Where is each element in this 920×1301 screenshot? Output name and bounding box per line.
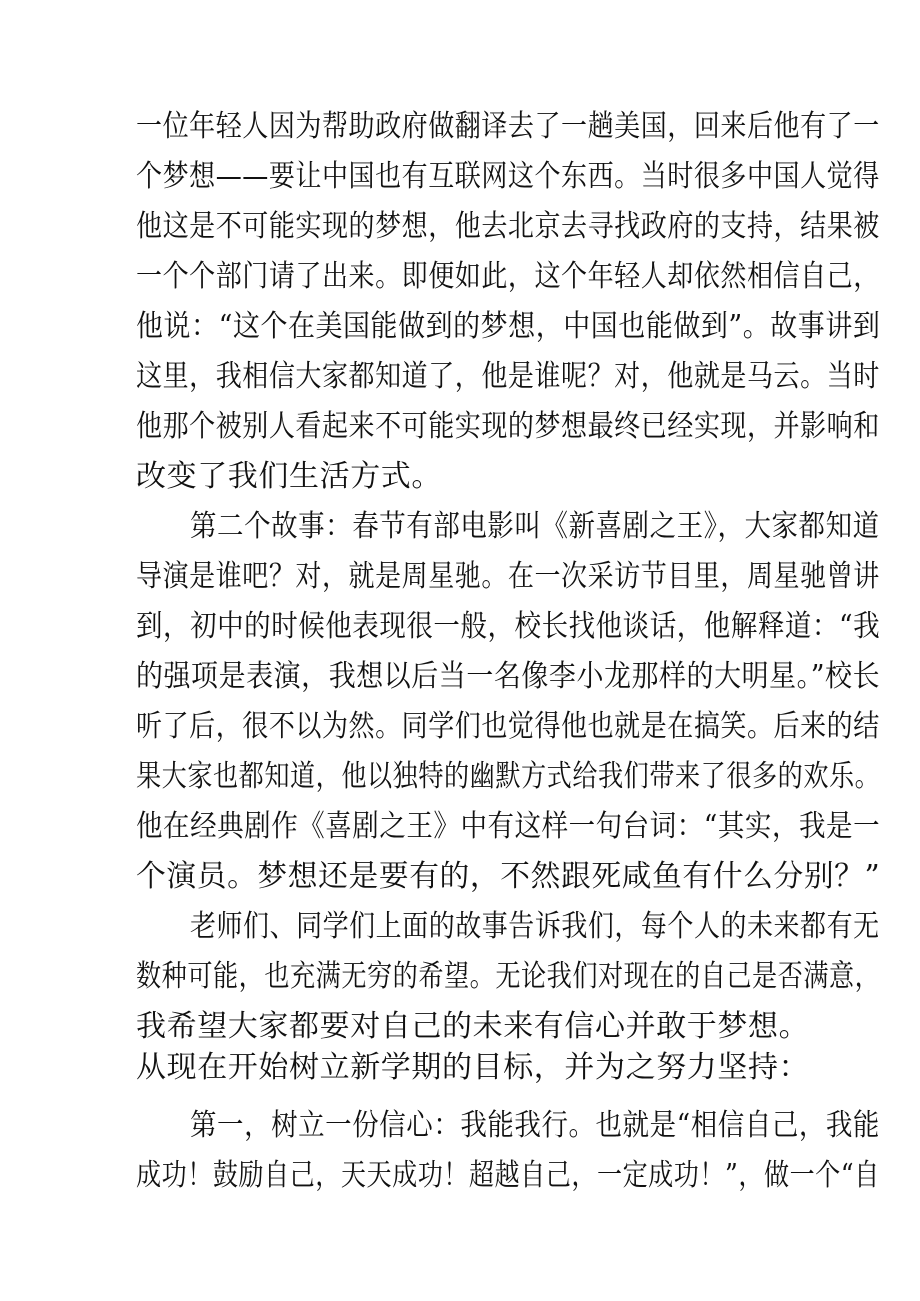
text-line: 成功！鼓励自己，天天成功！超越自己，一定成功！”，做一个“自 xyxy=(136,1158,880,1193)
text-line: 一位年轻人因为帮助政府做翻译去了一趟美国，回来后他有了一 xyxy=(136,109,880,144)
text-line: 从现在开始树立新学期的目标，并为之努力坚持： xyxy=(136,1050,810,1085)
text-line: 第二个故事：春节有部电影叫《新喜剧之王》，大家都知道 xyxy=(190,509,880,544)
text-line: 个梦想——要让中国也有互联网这个东西。当时很多中国人觉得 xyxy=(136,159,880,194)
text-line: 导演是谁吧？对，就是周星驰。在一次采访节目里，周星驰曾讲 xyxy=(136,559,880,594)
text-line: 他在经典剧作《喜剧之王》中有这样一句台词：“其实，我是一 xyxy=(136,809,881,844)
text-line: 这里，我相信大家都知道了，他是谁呢？对，他就是马云。当时 xyxy=(136,359,880,394)
text-line: 的强项是表演，我想以后当一名像李小龙那样的大明星。”校长 xyxy=(136,659,881,694)
text-line: 他这是不可能实现的梦想，他去北京去寻找政府的支持，结果被 xyxy=(136,209,880,244)
text-line: 果大家也都知道，他以独特的幽默方式给我们带来了很多的欢乐。 xyxy=(136,759,881,794)
text-line: 他说：“这个在美国能做到的梦想，中国也能做到”。故事讲到 xyxy=(136,309,881,344)
text-line: 听了后，很不以为然。同学们也觉得他也就是在搞笑。后来的结 xyxy=(136,709,880,744)
text-line: 他那个被别人看起来不可能实现的梦想最终已经实现，并影响和 xyxy=(136,409,880,444)
text-line: 改变了我们生活方式。 xyxy=(136,459,442,494)
text-line: 个演员。梦想还是要有的，不然跟死咸鱼有什么分别？” xyxy=(136,859,881,894)
text-line: 到，初中的时候他表现很一般，校长找他谈话，他解释道：“我 xyxy=(136,609,881,644)
text-line: 老师们、同学们上面的故事告诉我们，每个人的未来都有无 xyxy=(190,909,880,944)
text-line: 第一，树立一份信心：我能我行。也就是“相信自己，我能 xyxy=(190,1108,880,1143)
text-line: 数种可能，也充满无穷的希望。无论我们对现在的自己是否满意， xyxy=(136,959,881,994)
text-line: 我希望大家都要对自己的未来有信心并敢于梦想。 xyxy=(136,1009,810,1044)
text-line: 一个个部门请了出来。即便如此，这个年轻人却依然相信自己， xyxy=(136,259,880,294)
